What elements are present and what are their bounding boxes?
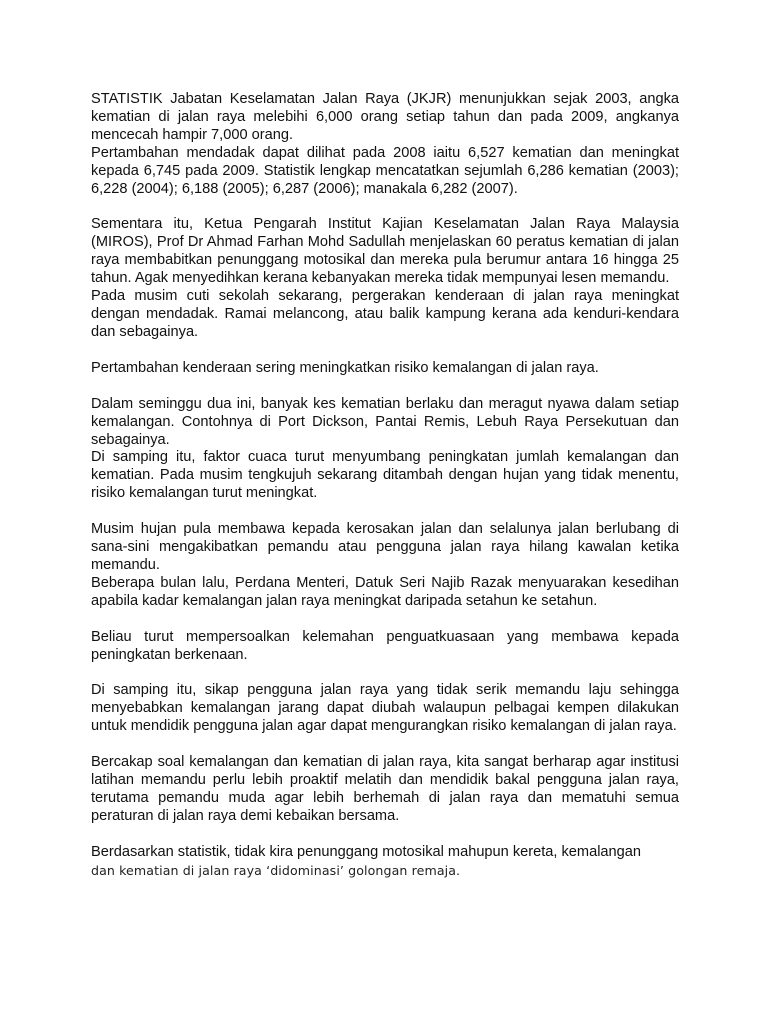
paragraph-conclusion-last-line: dan kematian di jalan raya ‘didominasi’ golongan remaja. [91,862,461,878]
paragraph-statistics-intro: STATISTIK Jabatan Keselamatan Jalan Raya (JKJR) menunjukkan sejak 2003, angka kematian di jalan raya melebihi 6,000 orang setiap tahun dan pada 2009, angkanya mencecah hampir 7,000 orang. [91,91,679,143]
paragraph-miros: Sementara itu, Ketua Pengarah Institut Kajian Keselamatan Jalan Raya Malaysia (MIROS), Prof Dr Ahmad Farhan Mohd Sadullah menjelaskan 60 peratus kematian di jalan raya membabitkan penunggang motosikal dan mereka pula berumur antara 16 hingga 25 tahun. Agak menyedihkan kerana kebanyakan mereka tidak mempunyai lesen memandu. [91,216,679,287]
paragraph-conclusion: Berdasarkan statistik, tidak kira penunggang motosikal mahupun kereta, kemalangan [91,843,642,860]
paragraph-vehicle-increase: Pertambahan kenderaan sering meningkatkan risiko kemalangan di jalan raya. [91,359,599,376]
paragraph-rain-damage: Musim hujan pula membawa kepada kerosakan jalan dan selalunya jalan berlubang di sana-sini mengakibatkan pemandu atau pengguna jalan raya hilang kawalan ketika memandu. [91,521,679,573]
paragraph-driving-institutions: Bercakap soal kemalangan dan kematian di jalan raya, kita sangat berharap agar institusi latihan memandu perlu lebih proaktif melatih dan mendidik bakal pengguna jalan raya, terutama pemandu muda agar lebih berhemah di jalan raya dan mematuhi semua peraturan di jalan raya demi kebaikan bersama. [91,754,679,824]
paragraph-attitude: Di samping itu, sikap pengguna jalan raya yang tidak serik memandu laju sehingga menyebabkan kemalangan jarang dapat diubah walaupun pelbagai kempen dilakukan untuk mendidik pengguna jalan agar dapat mengurangkan risiko kemalangan di jalan raya. [91,682,679,735]
paragraph-enforcement: Beliau turut mempersoalkan kelemahan penguatkuasaan yang membawa kepada peningkatan berkenaan. [91,628,679,663]
paragraph-school-holiday: Pada musim cuti sekolah sekarang, pergerakan kenderaan di jalan raya meningkat dengan mendadak. Ramai melancong, atau balik kampung kerana ada kenduri-kendara dan sebagainya. [91,288,679,340]
paragraph-statistics-detail: Pertambahan mendadak dapat dilihat pada 2008 iaitu 6,527 kematian dan meningkat kepada 6,745 pada 2009. Statistik lengkap mencatatkan sejumlah 6,286 kematian (2003); 6,228 (2004); 6,188 (2005); 6,287 (2006); manakala 6,282 (2007). [91,144,679,197]
paragraph-weather: Di samping itu, faktor cuaca turut menyumbang peningkatan jumlah kemalangan dan kematian. Pada musim tengkujuh sekarang ditambah dengan hujan yang tidak menentu, risiko kemalangan turut meningkat. [91,449,679,502]
paragraph-prime-minister: Beberapa bulan lalu, Perdana Menteri, Datuk Seri Najib Razak menyuarakan kesedihan apabila kadar kemalangan jalan raya meningkat daripada setahun ke setahun. [91,574,679,609]
paragraph-recent-deaths: Dalam seminggu dua ini, banyak kes kematian berlaku dan meragut nyawa dalam setiap kemalangan. Contohnya di Port Dickson, Pantai Remis, Lebuh Raya Persekutuan dan sebagainya. [91,395,679,448]
